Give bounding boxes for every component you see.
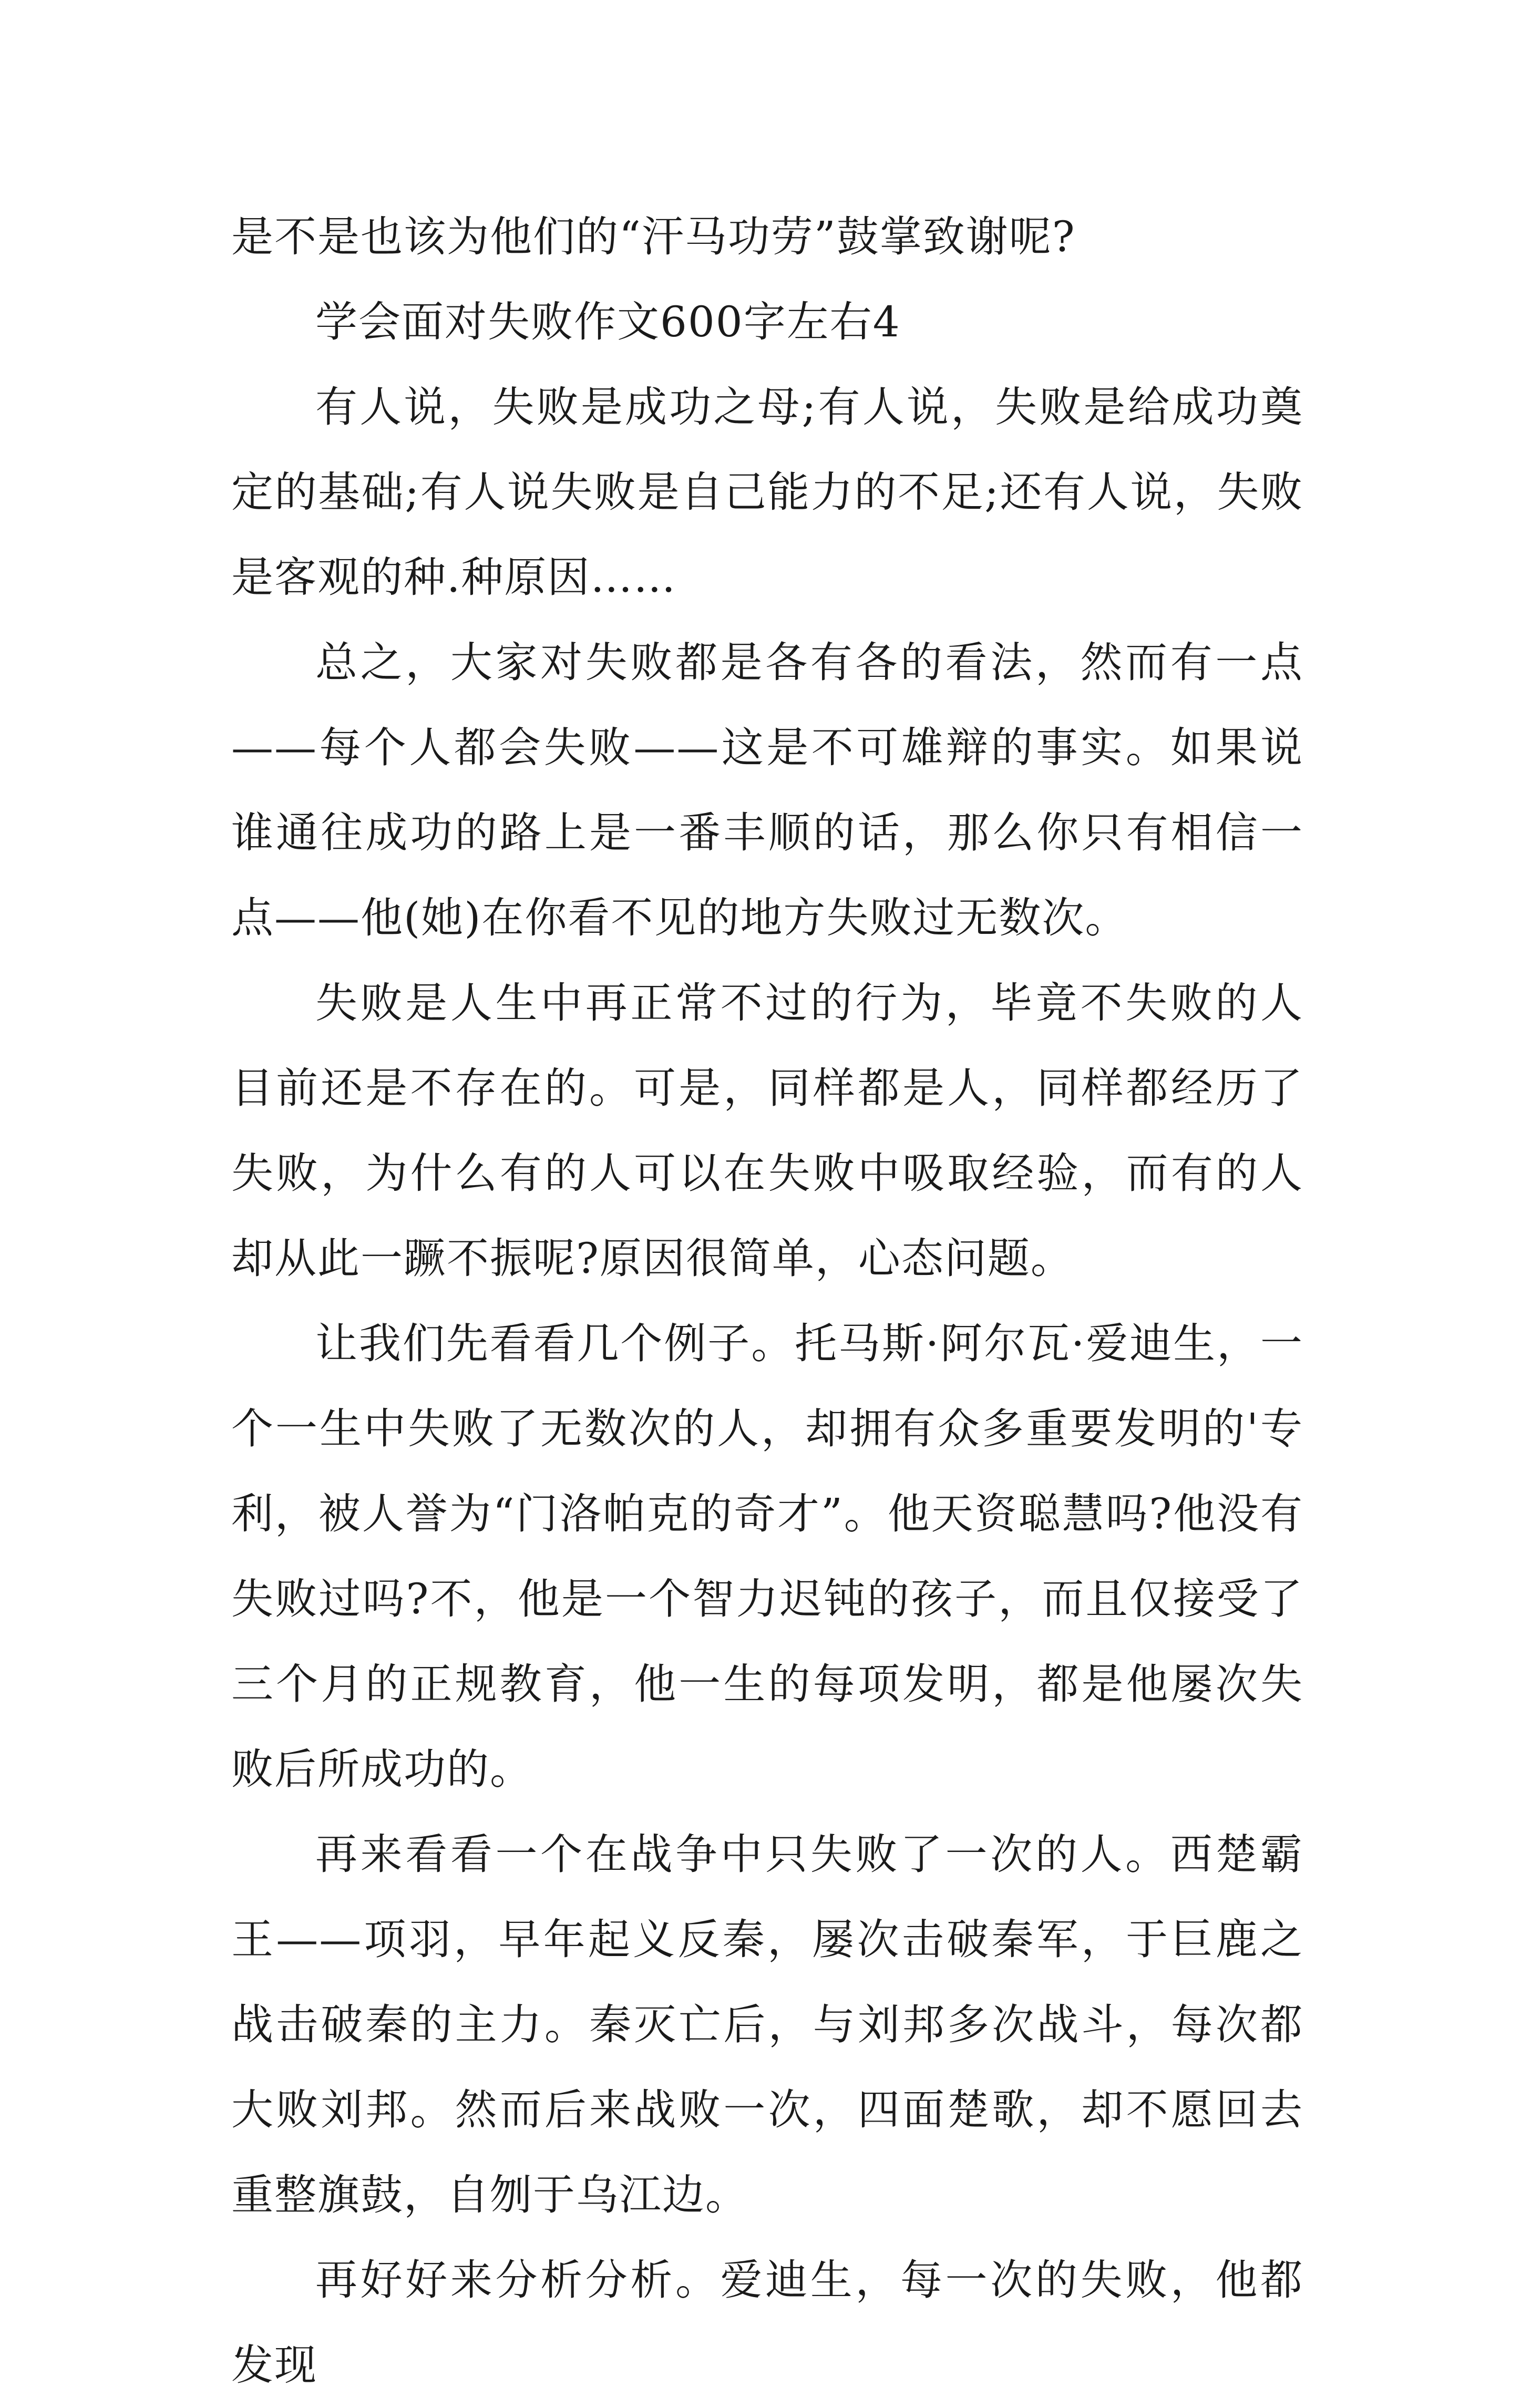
paragraph-3: 有人说，失败是成功之母;有人说，失败是给成功奠定的基础;有人说失败是自己能力的不足;还有人说，失败是客观的种.种原因…… bbox=[231, 383, 1303, 602]
essay-title: 学会面对失败作文600字左右4 bbox=[315, 297, 901, 346]
paragraph-4: 总之，大家对失败都是各有各的看法，然而有一点——每个人都会失败——这是不可雄辩的事实。如果说谁通往成功的路上是一番丰顺的话，那么你只有相信一点——他(她)在你看不见的地方失败过无数次。 bbox=[231, 638, 1303, 942]
document-body bbox=[231, 194, 1303, 2408]
paragraph-7: 再来看看一个在战争中只失败了一次的人。西楚霸王——项羽，早年起义反秦，屡次击破秦军，于巨鹿之战击破秦的主力。秦灭亡后，与刘邦多次战斗，每次都大败刘邦。然而后来战败一次，四面楚歌，却不愿回去重整旗鼓，自刎于乌江边。 bbox=[231, 1830, 1303, 2219]
paragraph-8: 再好好来分析分析。爱迪生，每一次的失败，他都发现 bbox=[231, 2256, 1303, 2390]
paragraph-1: 是不是也该为他们的“汗马功劳”鼓掌致谢呢? bbox=[231, 212, 1076, 261]
paragraph-5: 失败是人生中再正常不过的行为，毕竟不失败的人目前还是不存在的。可是，同样都是人，同样都经历了失败，为什么有的人可以在失败中吸取经验，而有的人却从此一蹶不振呢?原因很简单，心态问题。 bbox=[231, 979, 1303, 1283]
paragraph-6: 让我们先看看几个例子。托马斯·阿尔瓦·爱迪生，一个一生中失败了无数次的人，却拥有众多重要发明的'专利，被人誉为“门洛帕克的奇才”。他天资聪慧吗?他没有失败过吗?不，他是一个智力迟钝的孩子，而且仅接受了三个月的正规教育，他一生的每项发明，都是他屡次失败后所成功的。 bbox=[231, 1319, 1303, 1794]
